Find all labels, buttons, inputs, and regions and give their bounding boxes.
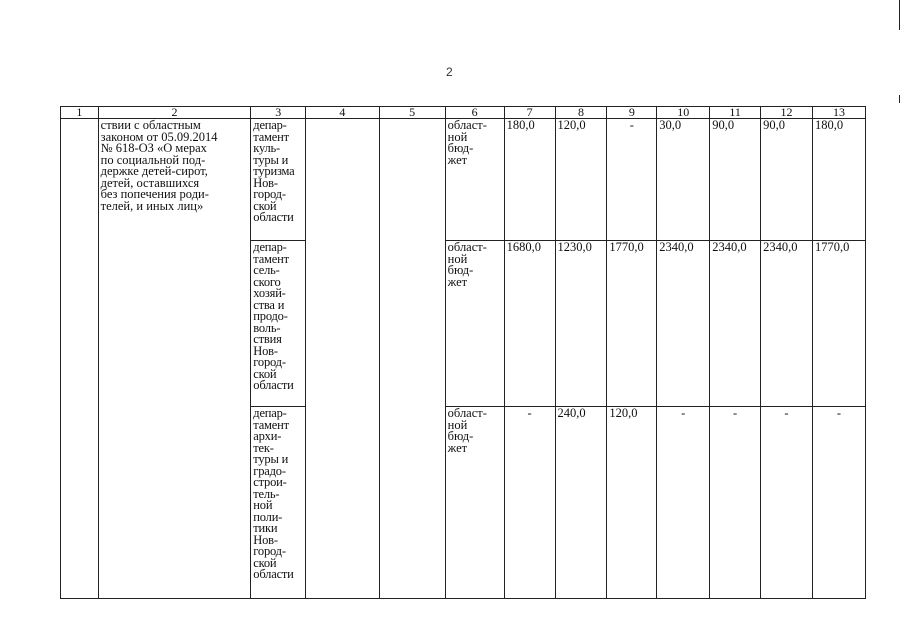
source-line: област- [447, 406, 487, 420]
executor-line: области [253, 210, 294, 224]
executor-line: Нов- [253, 175, 278, 190]
funding-source-cell [445, 407, 504, 599]
number-cell [61, 119, 99, 599]
executor-line: депар- [253, 406, 287, 420]
executor-cell [251, 241, 306, 407]
value-cell: 120,0 [555, 119, 607, 241]
header-row [61, 107, 866, 119]
header-cell: 2 [98, 107, 251, 119]
value-cell: - [710, 407, 761, 599]
executor-line: ства и [253, 297, 285, 312]
funding-source-cell [445, 241, 504, 407]
value-cell: 1770,0 [607, 241, 657, 407]
header-cell: 7 [504, 107, 555, 119]
executor-line: хозяй- [253, 286, 286, 300]
header-cell: 3 [251, 107, 306, 119]
executor-line: депар- [253, 118, 287, 132]
col5-cell [379, 119, 445, 599]
executor-line: тамент [253, 129, 289, 144]
header-cell: 12 [761, 107, 813, 119]
header-cell: 10 [657, 107, 710, 119]
budget-table [60, 106, 866, 599]
description-line: законом от 05.09.2014 [100, 129, 218, 144]
executor-line: тамент [253, 417, 289, 432]
executor-cell [251, 119, 306, 241]
executor-line: Нов- [253, 532, 278, 547]
header-cell: 6 [445, 107, 504, 119]
description-line: детей, оставшихся [100, 175, 200, 190]
executor-line: строи- [253, 475, 287, 489]
header-cell: 13 [812, 107, 865, 119]
source-line: жет [447, 440, 468, 455]
header-cell: 9 [607, 107, 657, 119]
value-cell: 2340,0 [710, 241, 761, 407]
executor-line: ской [253, 366, 277, 381]
source-line: ной [447, 129, 468, 144]
header-cell: 5 [379, 107, 445, 119]
value-cell: - [504, 407, 555, 599]
executor-line: ской [253, 555, 277, 570]
source-line: жет [447, 152, 468, 167]
executor-line: ной [253, 498, 273, 512]
value-cell: - [761, 407, 813, 599]
executor-line: области [253, 378, 294, 392]
value-cell: 180,0 [504, 119, 555, 241]
value-cell: 1770,0 [812, 241, 865, 407]
description-cell [98, 119, 251, 599]
executor-line: город- [253, 544, 286, 558]
value-cell: 120,0 [607, 407, 657, 599]
header-cell: 1 [61, 107, 99, 119]
source-line: ной [447, 251, 468, 266]
col4-cell [306, 119, 379, 599]
value-cell: - [657, 407, 710, 599]
value-cell: - [607, 119, 657, 241]
executor-line: город- [253, 355, 286, 369]
source-line: жет [447, 274, 468, 289]
executor-line: тики [253, 521, 278, 535]
executor-line: депар- [253, 240, 287, 254]
executor-line: воль- [253, 320, 281, 335]
description-line: ствии с областным [100, 118, 201, 132]
page-number: 2 [446, 65, 453, 79]
executor-line: градо- [253, 463, 286, 478]
value-cell: 30,0 [657, 119, 710, 241]
description-line: без попечения роди- [100, 187, 209, 201]
header-cell: 11 [710, 107, 761, 119]
page-edge-mark [899, 95, 900, 103]
executor-line: ского [253, 274, 281, 289]
table-row [61, 119, 866, 241]
description-line: держке детей-сирот, [100, 164, 208, 178]
executor-line: туризма [253, 164, 295, 178]
executor-line: области [253, 567, 294, 581]
source-line: бюд- [447, 263, 474, 277]
source-line: област- [447, 118, 487, 132]
description-line: по социальной под- [100, 152, 206, 167]
value-cell: 1680,0 [504, 241, 555, 407]
source-line: бюд- [447, 429, 474, 443]
executor-line: тек- [253, 440, 274, 455]
value-cell: 2340,0 [657, 241, 710, 407]
executor-line: поли- [253, 509, 283, 524]
executor-cell [251, 407, 306, 599]
executor-line: архи- [253, 429, 282, 443]
executor-line: ствия [253, 332, 282, 346]
executor-line: куль- [253, 141, 280, 155]
executor-line: ской [253, 198, 277, 213]
value-cell: - [812, 407, 865, 599]
executor-line: тамент [253, 251, 289, 266]
value-cell: 240,0 [555, 407, 607, 599]
description-line: № 618-ОЗ «О мерах [100, 141, 207, 155]
executor-line: сель- [253, 263, 280, 277]
value-cell: 180,0 [812, 119, 865, 241]
header-cell: 4 [306, 107, 379, 119]
value-cell: 90,0 [761, 119, 813, 241]
value-cell: 2340,0 [761, 241, 813, 407]
executor-line: продо- [253, 309, 288, 323]
executor-line: город- [253, 187, 286, 201]
source-line: бюд- [447, 141, 474, 155]
page-edge-mark [899, 0, 900, 30]
executor-line: тель- [253, 486, 280, 501]
executor-line: Нов- [253, 343, 278, 358]
description-line: телей, и иных лиц» [100, 198, 204, 213]
executor-line: туры и [253, 152, 289, 167]
funding-source-cell [445, 119, 504, 241]
value-cell: 1230,0 [555, 241, 607, 407]
value-cell: 90,0 [710, 119, 761, 241]
executor-line: туры и [253, 452, 289, 466]
header-cell: 8 [555, 107, 607, 119]
source-line: ной [447, 417, 468, 432]
source-line: област- [447, 240, 487, 254]
